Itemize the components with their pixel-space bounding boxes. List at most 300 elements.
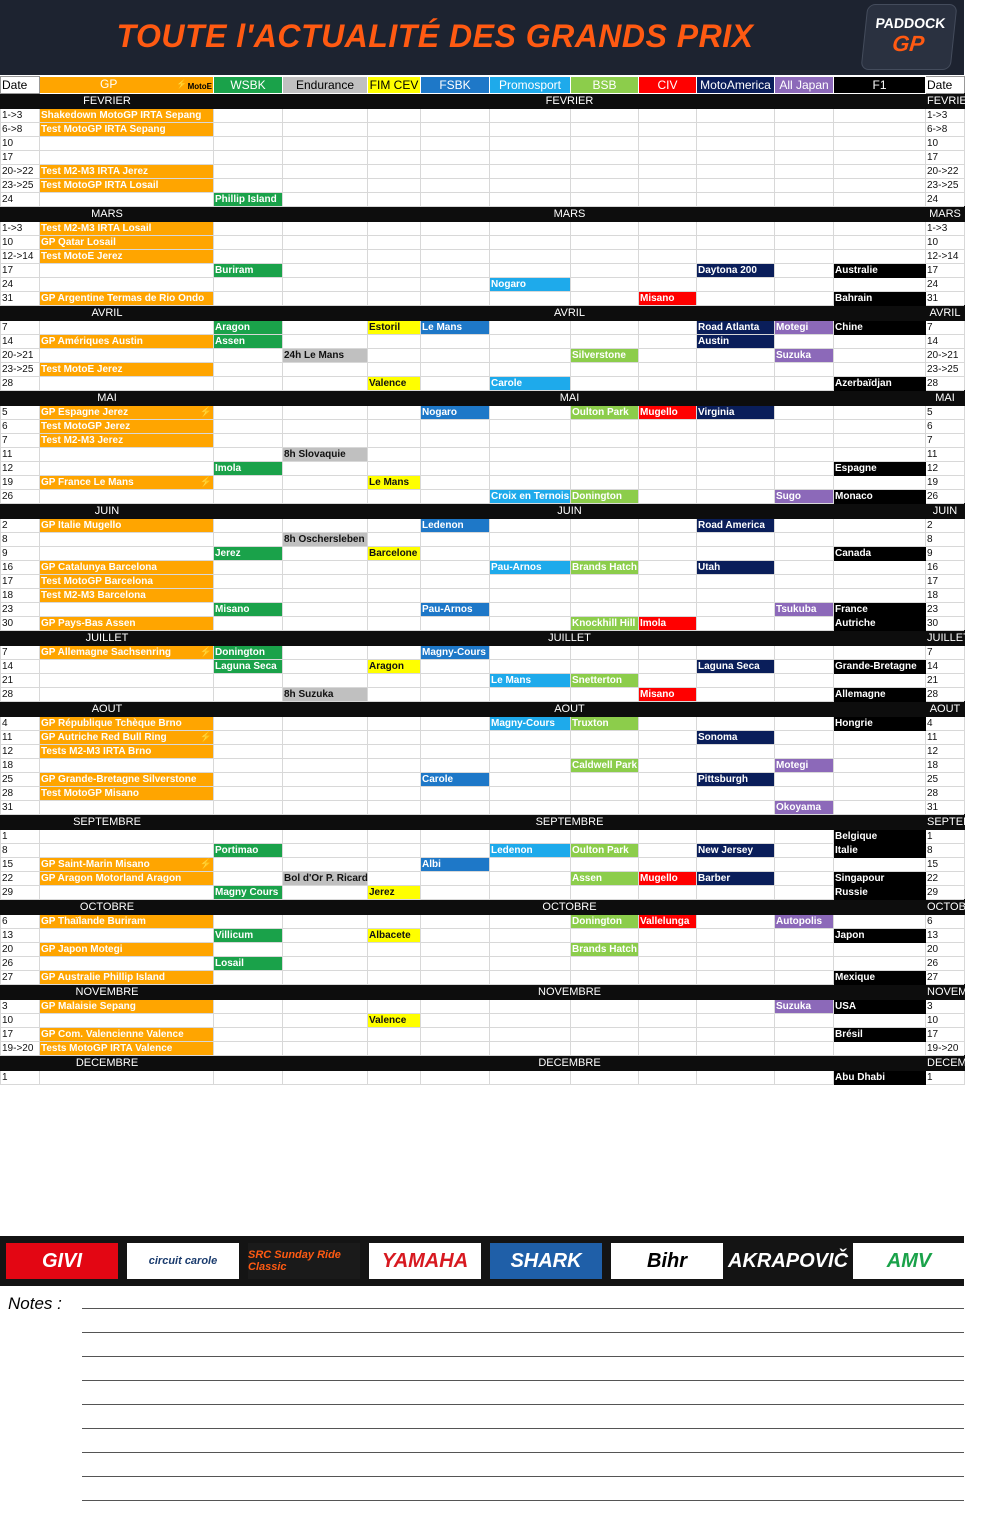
event-label: Albacete bbox=[369, 930, 411, 941]
empty-cell bbox=[639, 123, 697, 137]
empty-cell bbox=[834, 434, 926, 448]
empty-cell bbox=[283, 250, 368, 264]
event-promosport bbox=[490, 278, 571, 292]
empty-cell bbox=[214, 1071, 283, 1085]
month-label: JUIN bbox=[214, 504, 926, 519]
empty-cell bbox=[283, 674, 368, 688]
event-label: Assen bbox=[572, 873, 603, 884]
date-cell: 19->20 bbox=[926, 1042, 965, 1056]
empty-cell bbox=[639, 222, 697, 236]
empty-cell bbox=[490, 137, 571, 151]
empty-cell bbox=[283, 787, 368, 801]
date-cell: 14 bbox=[1, 335, 40, 349]
empty-cell bbox=[490, 787, 571, 801]
event-alljapan bbox=[775, 759, 834, 773]
empty-cell bbox=[834, 731, 926, 745]
empty-cell bbox=[639, 1028, 697, 1042]
event-label: Carole bbox=[422, 774, 454, 785]
event-label: Truxton bbox=[572, 718, 609, 729]
empty-cell bbox=[490, 264, 571, 278]
empty-cell bbox=[421, 420, 490, 434]
event-label: Suzuka bbox=[776, 1001, 812, 1012]
empty-cell bbox=[639, 420, 697, 434]
empty-cell bbox=[697, 123, 775, 137]
empty-cell bbox=[775, 448, 834, 462]
event-f1 bbox=[834, 688, 926, 702]
event-label: Valence bbox=[369, 378, 407, 389]
empty-cell bbox=[421, 434, 490, 448]
event-gp bbox=[40, 971, 214, 985]
empty-cell bbox=[421, 731, 490, 745]
date-cell: 31 bbox=[926, 292, 965, 306]
date-cell: 7 bbox=[1, 434, 40, 448]
empty-cell bbox=[368, 434, 421, 448]
event-label: Nogaro bbox=[422, 407, 457, 418]
empty-cell bbox=[421, 137, 490, 151]
date-cell: 20 bbox=[926, 943, 965, 957]
note-line[interactable] bbox=[82, 1380, 964, 1381]
calendar-row bbox=[1, 533, 965, 547]
note-line[interactable] bbox=[82, 1476, 964, 1477]
empty-cell bbox=[214, 363, 283, 377]
empty-cell bbox=[490, 193, 571, 207]
event-label: Magny-Cours bbox=[491, 718, 555, 729]
event-f1 bbox=[834, 603, 926, 617]
event-alljapan bbox=[775, 349, 834, 363]
event-label: GP Autriche Red Bull Ring bbox=[41, 732, 167, 743]
date-cell: 26 bbox=[1, 957, 40, 971]
event-label: Belgique bbox=[835, 831, 878, 842]
column-header-alljapan bbox=[775, 77, 834, 94]
event-label: Brésil bbox=[835, 1029, 863, 1040]
empty-cell bbox=[40, 1071, 214, 1085]
empty-cell bbox=[571, 731, 639, 745]
event-label: Road America bbox=[698, 520, 765, 531]
empty-cell bbox=[775, 773, 834, 787]
calendar-table bbox=[0, 76, 995, 1085]
empty-cell bbox=[40, 349, 214, 363]
empty-cell bbox=[571, 688, 639, 702]
empty-cell bbox=[639, 787, 697, 801]
column-header-wsbk bbox=[214, 77, 283, 94]
empty-cell bbox=[40, 462, 214, 476]
empty-cell bbox=[697, 603, 775, 617]
event-label: Pau-Arnos bbox=[422, 604, 473, 615]
empty-cell bbox=[775, 165, 834, 179]
empty-cell bbox=[697, 957, 775, 971]
empty-cell bbox=[40, 886, 214, 900]
event-label: Barber bbox=[698, 873, 731, 884]
calendar-row bbox=[1, 1028, 965, 1042]
calendar-row bbox=[1, 109, 965, 123]
empty-cell bbox=[490, 745, 571, 759]
event-alljapan bbox=[775, 321, 834, 335]
empty-cell bbox=[421, 109, 490, 123]
empty-cell bbox=[834, 801, 926, 815]
empty-cell bbox=[368, 717, 421, 731]
month-label: JUILLET bbox=[214, 631, 926, 646]
event-f1 bbox=[834, 971, 926, 985]
motoe-lightning-icon: ⚡ bbox=[199, 859, 212, 870]
event-gp bbox=[40, 731, 214, 745]
empty-cell bbox=[283, 971, 368, 985]
month-label: AOUT bbox=[214, 702, 926, 717]
date-cell: 24 bbox=[926, 278, 965, 292]
empty-cell bbox=[490, 731, 571, 745]
empty-cell bbox=[639, 717, 697, 731]
event-fimcev bbox=[368, 929, 421, 943]
calendar-row bbox=[1, 264, 965, 278]
event-endurance bbox=[283, 448, 368, 462]
event-endurance bbox=[283, 872, 368, 886]
empty-cell bbox=[421, 377, 490, 391]
logo-line1: PADDOCK bbox=[874, 15, 947, 31]
empty-cell bbox=[697, 759, 775, 773]
note-line[interactable] bbox=[82, 1500, 964, 1501]
date-cell: 28 bbox=[1, 377, 40, 391]
empty-cell bbox=[368, 165, 421, 179]
empty-cell bbox=[571, 773, 639, 787]
month-label: NOVEMBRE bbox=[214, 985, 926, 1000]
event-label: Snetterton bbox=[572, 675, 622, 686]
empty-cell bbox=[571, 1014, 639, 1028]
empty-cell bbox=[775, 1028, 834, 1042]
date-cell: 14 bbox=[926, 660, 965, 674]
empty-cell bbox=[571, 646, 639, 660]
event-label: Misano bbox=[640, 689, 675, 700]
empty-cell bbox=[834, 137, 926, 151]
empty-cell bbox=[283, 165, 368, 179]
empty-cell bbox=[639, 646, 697, 660]
note-line[interactable] bbox=[82, 1452, 964, 1453]
event-label: Daytona 200 bbox=[698, 265, 757, 276]
calendar-row bbox=[1, 420, 965, 434]
empty-cell bbox=[571, 1071, 639, 1085]
event-endurance bbox=[283, 688, 368, 702]
empty-cell bbox=[697, 377, 775, 391]
empty-cell bbox=[490, 929, 571, 943]
empty-cell bbox=[421, 915, 490, 929]
event-label: Silverstone bbox=[572, 350, 626, 361]
page-title: TOUTE l'ACTUALITÉ DES GRANDS PRIX bbox=[116, 18, 754, 54]
date-cell: 21 bbox=[926, 674, 965, 688]
event-motoamerica bbox=[697, 335, 775, 349]
empty-cell bbox=[639, 660, 697, 674]
event-label: Abu Dhabi bbox=[835, 1072, 885, 1083]
empty-cell bbox=[214, 519, 283, 533]
empty-cell bbox=[639, 109, 697, 123]
event-promosport bbox=[490, 717, 571, 731]
calendar-row bbox=[1, 830, 965, 844]
note-line[interactable] bbox=[82, 1308, 964, 1309]
empty-cell bbox=[214, 759, 283, 773]
empty-cell bbox=[639, 179, 697, 193]
month-label: NOVEMBRE bbox=[927, 985, 990, 998]
event-label: Tsukuba bbox=[776, 604, 817, 615]
empty-cell bbox=[571, 929, 639, 943]
empty-cell bbox=[639, 250, 697, 264]
date-cell: 20->22 bbox=[926, 165, 965, 179]
empty-cell bbox=[571, 830, 639, 844]
event-bsb bbox=[571, 406, 639, 420]
empty-cell bbox=[490, 1071, 571, 1085]
empty-cell bbox=[421, 264, 490, 278]
event-label: Laguna Seca bbox=[215, 661, 277, 672]
event-label: GP République Tchèque Brno bbox=[41, 718, 182, 729]
date-cell: 12 bbox=[926, 462, 965, 476]
empty-cell bbox=[283, 943, 368, 957]
empty-cell bbox=[571, 420, 639, 434]
event-gp bbox=[40, 476, 214, 490]
empty-cell bbox=[214, 1014, 283, 1028]
empty-cell bbox=[421, 886, 490, 900]
empty-cell bbox=[40, 137, 214, 151]
empty-cell bbox=[368, 1028, 421, 1042]
empty-cell bbox=[421, 1028, 490, 1042]
event-label: Phillip Island bbox=[215, 194, 277, 205]
empty-cell bbox=[639, 1071, 697, 1085]
empty-cell bbox=[775, 264, 834, 278]
event-gp bbox=[40, 915, 214, 929]
event-label: 24h Le Mans bbox=[284, 350, 345, 361]
note-line[interactable] bbox=[82, 1428, 964, 1429]
column-header-fsbk bbox=[421, 77, 490, 94]
empty-cell bbox=[639, 1000, 697, 1014]
note-line[interactable] bbox=[82, 1404, 964, 1405]
event-civ bbox=[639, 915, 697, 929]
empty-cell bbox=[775, 872, 834, 886]
empty-cell bbox=[283, 745, 368, 759]
empty-cell bbox=[571, 179, 639, 193]
calendar-row bbox=[1, 674, 965, 688]
empty-cell bbox=[283, 321, 368, 335]
event-gp bbox=[40, 872, 214, 886]
empty-cell bbox=[834, 349, 926, 363]
event-gp bbox=[40, 406, 214, 420]
empty-cell bbox=[368, 844, 421, 858]
empty-cell bbox=[214, 617, 283, 631]
month-label: DECEMBRE bbox=[214, 1056, 926, 1071]
event-label: Tests M2-M3 IRTA Brno bbox=[41, 746, 152, 757]
empty-cell bbox=[697, 1042, 775, 1056]
empty-cell bbox=[697, 943, 775, 957]
note-line[interactable] bbox=[82, 1332, 964, 1333]
date-cell: 26 bbox=[1, 490, 40, 504]
empty-cell bbox=[214, 971, 283, 985]
empty-cell bbox=[214, 1028, 283, 1042]
empty-cell bbox=[834, 759, 926, 773]
date-cell: 18 bbox=[926, 589, 965, 603]
event-label: Allemagne bbox=[835, 689, 886, 700]
empty-cell bbox=[283, 193, 368, 207]
event-motoamerica bbox=[697, 773, 775, 787]
event-label: Grande-Bretagne bbox=[835, 661, 917, 672]
empty-cell bbox=[775, 731, 834, 745]
date-cell: 17 bbox=[1, 1028, 40, 1042]
event-label: Imola bbox=[640, 618, 667, 629]
event-label: Albi bbox=[422, 859, 441, 870]
date-cell: 18 bbox=[926, 759, 965, 773]
empty-cell bbox=[214, 420, 283, 434]
empty-cell bbox=[639, 165, 697, 179]
event-bsb bbox=[571, 561, 639, 575]
empty-cell bbox=[834, 165, 926, 179]
empty-cell bbox=[490, 915, 571, 929]
empty-cell bbox=[40, 193, 214, 207]
empty-cell bbox=[639, 858, 697, 872]
calendar-row bbox=[1, 151, 965, 165]
event-promosport bbox=[490, 674, 571, 688]
date-cell: 25 bbox=[926, 773, 965, 787]
event-gp bbox=[40, 434, 214, 448]
empty-cell bbox=[775, 717, 834, 731]
calendar-row bbox=[1, 137, 965, 151]
calendar-row bbox=[1, 971, 965, 985]
empty-cell bbox=[283, 1000, 368, 1014]
date-cell: 19->20 bbox=[1, 1042, 40, 1056]
event-label: Jerez bbox=[369, 887, 395, 898]
date-cell: 6 bbox=[1, 915, 40, 929]
date-cell: 24 bbox=[1, 193, 40, 207]
month-label: MAI bbox=[214, 391, 926, 406]
empty-cell bbox=[421, 787, 490, 801]
empty-cell bbox=[490, 589, 571, 603]
empty-cell bbox=[697, 448, 775, 462]
event-label: Utah bbox=[698, 562, 721, 573]
empty-cell bbox=[368, 278, 421, 292]
empty-cell bbox=[834, 420, 926, 434]
empty-cell bbox=[697, 830, 775, 844]
empty-cell bbox=[40, 660, 214, 674]
empty-cell bbox=[834, 1042, 926, 1056]
event-fsbk bbox=[421, 858, 490, 872]
note-line[interactable] bbox=[82, 1356, 964, 1357]
calendar-row bbox=[1, 363, 965, 377]
date-cell: 16 bbox=[1, 561, 40, 575]
calendar-row bbox=[1, 292, 965, 306]
empty-cell bbox=[214, 179, 283, 193]
empty-cell bbox=[368, 745, 421, 759]
empty-cell bbox=[834, 335, 926, 349]
empty-cell bbox=[834, 943, 926, 957]
empty-cell bbox=[834, 250, 926, 264]
empty-cell bbox=[368, 872, 421, 886]
month-label: FEVRIER bbox=[214, 94, 926, 109]
empty-cell bbox=[283, 801, 368, 815]
empty-cell bbox=[283, 406, 368, 420]
empty-cell bbox=[571, 236, 639, 250]
event-label: Portimao bbox=[215, 845, 259, 856]
empty-cell bbox=[697, 193, 775, 207]
empty-cell bbox=[697, 292, 775, 306]
empty-cell bbox=[490, 872, 571, 886]
event-wsbk bbox=[214, 193, 283, 207]
month-label: OCTOBRE bbox=[214, 900, 926, 915]
event-gp bbox=[40, 561, 214, 575]
empty-cell bbox=[283, 660, 368, 674]
event-label: Canada bbox=[835, 548, 872, 559]
empty-cell bbox=[639, 349, 697, 363]
event-motoamerica bbox=[697, 660, 775, 674]
empty-cell bbox=[421, 844, 490, 858]
event-wsbk bbox=[214, 886, 283, 900]
event-f1 bbox=[834, 547, 926, 561]
empty-cell bbox=[40, 1014, 214, 1028]
empty-cell bbox=[421, 363, 490, 377]
empty-cell bbox=[490, 943, 571, 957]
calendar-row bbox=[1, 872, 965, 886]
empty-cell bbox=[697, 250, 775, 264]
date-cell: 11 bbox=[926, 448, 965, 462]
date-cell: 5 bbox=[1, 406, 40, 420]
date-cell: 7 bbox=[926, 646, 965, 660]
event-label: Mugello bbox=[640, 407, 678, 418]
date-cell: 23 bbox=[926, 603, 965, 617]
empty-cell bbox=[368, 603, 421, 617]
empty-cell bbox=[368, 787, 421, 801]
empty-cell bbox=[571, 363, 639, 377]
empty-cell bbox=[775, 476, 834, 490]
empty-cell bbox=[639, 448, 697, 462]
event-label: GP Pays-Bas Assen bbox=[41, 618, 136, 629]
date-cell: 3 bbox=[1, 1000, 40, 1014]
month-row bbox=[1, 504, 965, 519]
empty-cell bbox=[571, 547, 639, 561]
empty-cell bbox=[697, 547, 775, 561]
month-label: AVRIL bbox=[214, 306, 926, 321]
event-fimcev bbox=[368, 377, 421, 391]
empty-cell bbox=[639, 151, 697, 165]
empty-cell bbox=[421, 179, 490, 193]
empty-cell bbox=[639, 547, 697, 561]
empty-cell bbox=[421, 957, 490, 971]
event-label: Caldwell Park bbox=[572, 760, 638, 771]
empty-cell bbox=[368, 123, 421, 137]
date-cell: 23->25 bbox=[926, 363, 965, 377]
empty-cell bbox=[368, 533, 421, 547]
empty-cell bbox=[368, 448, 421, 462]
event-alljapan bbox=[775, 801, 834, 815]
calendar-row bbox=[1, 123, 965, 137]
empty-cell bbox=[421, 533, 490, 547]
empty-cell bbox=[775, 617, 834, 631]
empty-cell bbox=[368, 519, 421, 533]
empty-cell bbox=[571, 858, 639, 872]
empty-cell bbox=[490, 321, 571, 335]
empty-cell bbox=[639, 363, 697, 377]
empty-cell bbox=[697, 179, 775, 193]
event-label: Misano bbox=[215, 604, 250, 615]
event-motoamerica bbox=[697, 872, 775, 886]
event-wsbk bbox=[214, 660, 283, 674]
empty-cell bbox=[368, 349, 421, 363]
calendar-row bbox=[1, 519, 965, 533]
event-gp bbox=[40, 589, 214, 603]
empty-cell bbox=[834, 589, 926, 603]
empty-cell bbox=[283, 603, 368, 617]
empty-cell bbox=[834, 222, 926, 236]
event-gp bbox=[40, 519, 214, 533]
calendar-row bbox=[1, 561, 965, 575]
month-label: SEPTEMBRE bbox=[214, 815, 926, 830]
empty-cell bbox=[283, 109, 368, 123]
empty-cell bbox=[775, 1071, 834, 1085]
empty-cell bbox=[639, 561, 697, 575]
date-cell: 28 bbox=[926, 787, 965, 801]
month-label: OCTOBRE bbox=[927, 900, 982, 913]
column-header-promosport bbox=[490, 77, 571, 94]
empty-cell bbox=[571, 222, 639, 236]
